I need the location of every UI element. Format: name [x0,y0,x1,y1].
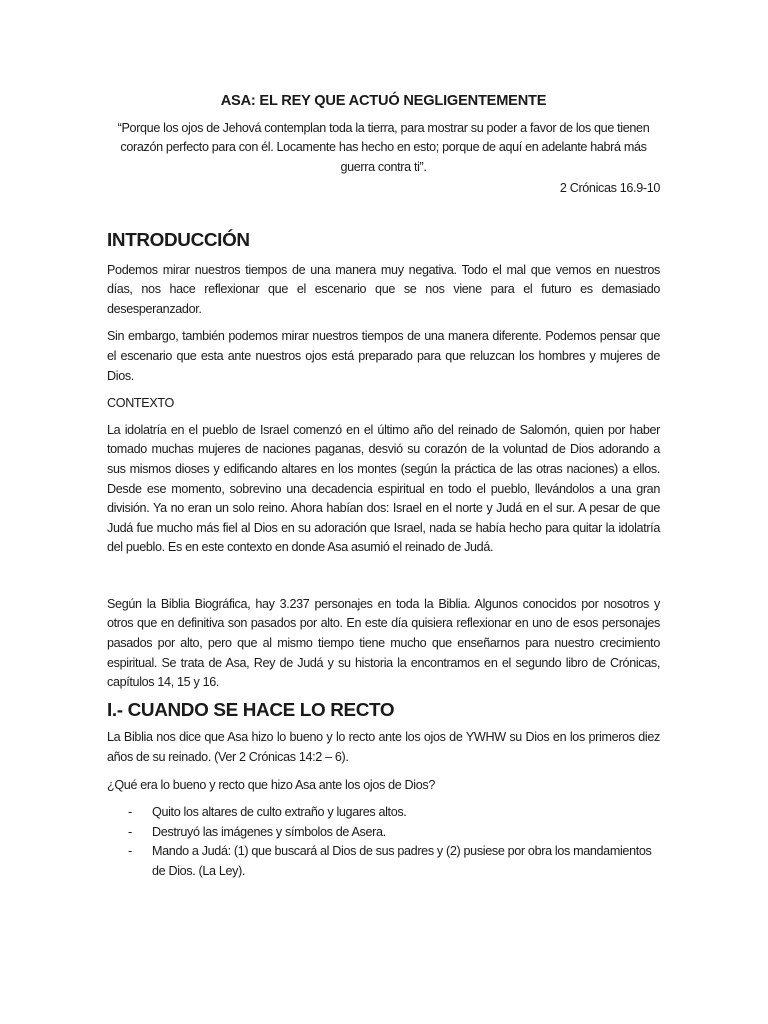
biography-paragraph: Según la Biblia Biográfica, hay 3.237 personajes en toda la Biblia. Algunos conocidos por nosotros y otros que en definitiva son pasados por alto. En este día quisiera reflexionar en uno de esos personajes pasados por alto, pero que al mismo tiempo tiene mucho que enseñarnos para nuestro crecimiento espiritual. Se trata de Asa, Rey de Judá y su historia la encontramos en el segundo libro de Crónicas, capítulos 14, 15 y 16. [107,596,660,690]
introduction-paragraph-2: Sin embargo, también podemos mirar nuestros tiempos de una manera diferente. Podemos pensar que el escenario que esta ante nuestros ojos está preparado para que reluzcan los hombres y mujeres de Dios. [107,329,660,383]
context-paragraph: La idolatría en el pueblo de Israel comenzó en el último año del reinado de Salomón, quien por haber tomado muchas mujeres de naciones paganas, desvió su corazón de la voluntad de Dios adorando a sus mismos dioses y edificando altares en los montes (según la práctica de las otras naciones) a ellos. Desde ese momento, sobrevino una decadencia espiritual en todo el pueblo, llevándolos a una gran división. Ya no eran un solo reino. Ahora habían dos: Israel en el norte y Judá en el sur. A pesar de que Judá fue mucho más fiel al Dios en su adoración que Israel, nada se había hecho para quitar la idolatría del pueblo. Es en este contexto en donde Asa asumió el reinado de Judá. [107,422,660,555]
document-body [107,92,660,882]
list-item [107,823,660,843]
epigraph-reference: 2 Crónicas 16.9-10 [559,181,660,196]
introduction-paragraph-1: Podemos mirar nuestros tiempos de una manera muy negativa. Todo el mal que vemos en nuestros días, nos hace reflexionar que el escenario que se nos viene para el futuro es demasiado desesperanzador. [107,262,660,316]
epigraph-quote: “Porque los ojos de Jehová contemplan toda la tierra, para mostrar su poder a favor de los que tienen corazón perfecto para con él. Locamente has hecho en esto; porque de aquí en adelante habrá más guerra contra ti”. [117,120,650,174]
section-1-question: ¿Qué era lo bueno y recto que hizo Asa ante los ojos de Dios? [107,777,435,792]
section-1-paragraph: La Biblia nos dice que Asa hizo lo bueno y lo recto ante los ojos de YWHW su Dios en los primeros diez años de su reinado. (Ver 2 Crónicas 14:2 – 6). [107,730,660,765]
section-spacer [107,566,660,595]
section-1-heading: I.- CUANDO SE HACE LO RECTO [107,699,395,721]
list-item-text: Quito los altares de culto extraño y lugares altos. [152,805,407,820]
introduction-heading: INTRODUCCIÓN [107,229,250,251]
list-item [107,803,660,823]
document-title: ASA: EL REY QUE ACTUÓ NEGLIGENTEMENTE [220,93,547,109]
bullet-dash: - [128,805,132,820]
section-1-bullet-list [107,803,660,881]
list-item [107,842,660,881]
list-item-text: Destruyó las imágenes y símbolos de Asera. [152,824,386,839]
context-label: CONTEXTO [107,396,174,411]
bullet-dash: - [128,844,132,859]
bullet-dash: - [128,824,132,839]
list-item-text: Mando a Judá: (1) que buscará al Dios de sus padres y (2) pusiese por obra los mandamientos de Dios. (La Ley). [152,844,652,878]
